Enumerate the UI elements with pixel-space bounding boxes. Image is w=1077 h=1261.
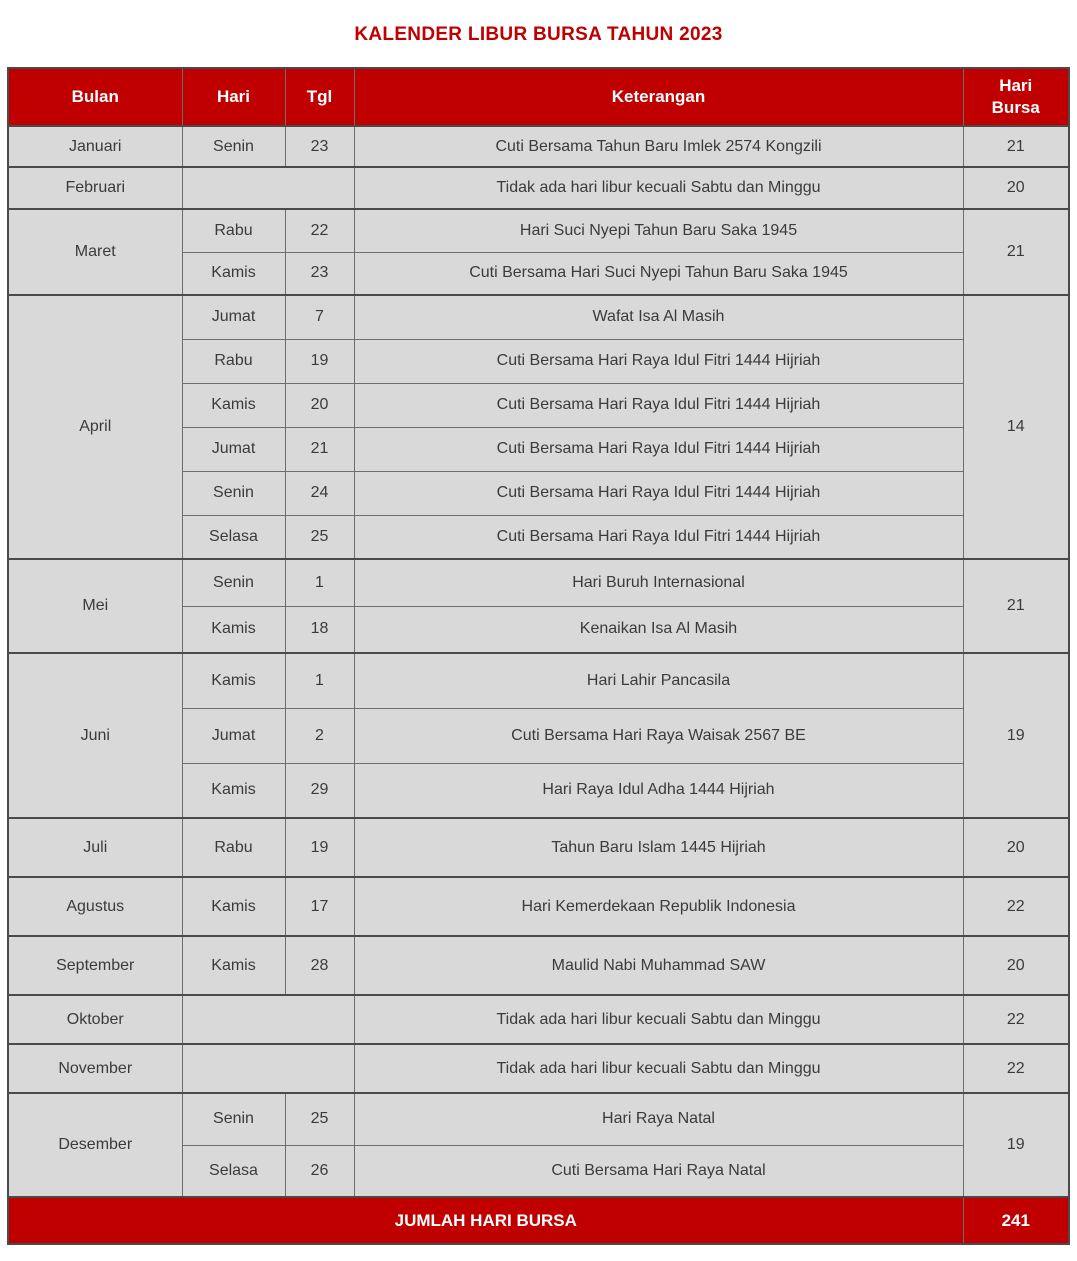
date-cell: 24: [285, 471, 354, 515]
day-cell: Senin: [182, 1093, 285, 1145]
day-cell: Jumat: [182, 295, 285, 339]
description-cell: Hari Raya Idul Adha 1444 Hijriah: [354, 763, 963, 818]
table-row: [8, 1093, 1069, 1145]
day-cell: Selasa: [182, 1145, 285, 1197]
day-cell: Selasa: [182, 515, 285, 559]
description-cell: Cuti Bersama Hari Raya Idul Fitri 1444 Hijriah: [354, 383, 963, 427]
day-cell: Kamis: [182, 763, 285, 818]
footer-label: JUMLAH HARI BURSA: [8, 1197, 963, 1244]
description-cell: Cuti Bersama Hari Raya Idul Fitri 1444 Hijriah: [354, 427, 963, 471]
trading-days-cell: 22: [963, 877, 1069, 936]
table-row: [8, 167, 1069, 209]
date-cell: 26: [285, 1145, 354, 1197]
day-cell: Senin: [182, 559, 285, 606]
table-row: [8, 209, 1069, 252]
date-cell: 23: [285, 126, 354, 167]
month-cell: Juni: [8, 653, 182, 818]
header-hari: Hari: [182, 68, 285, 126]
description-cell: Cuti Bersama Hari Raya Idul Fitri 1444 Hijriah: [354, 339, 963, 383]
trading-days-cell: 14: [963, 295, 1069, 559]
date-cell: 23: [285, 252, 354, 295]
day-cell: Rabu: [182, 818, 285, 877]
description-cell: Tidak ada hari libur kecuali Sabtu dan Minggu: [354, 1044, 963, 1093]
table-row: [8, 126, 1069, 167]
header-row: [8, 68, 1069, 126]
description-cell: Hari Lahir Pancasila: [354, 653, 963, 708]
table-row: [8, 877, 1069, 936]
header-tgl: Tgl: [285, 68, 354, 126]
date-cell: 2: [285, 708, 354, 763]
description-cell: Cuti Bersama Hari Raya Waisak 2567 BE: [354, 708, 963, 763]
date-cell: 25: [285, 515, 354, 559]
day-cell: Senin: [182, 471, 285, 515]
description-cell: Cuti Bersama Hari Raya Idul Fitri 1444 Hijriah: [354, 515, 963, 559]
description-cell: Cuti Bersama Hari Raya Idul Fitri 1444 Hijriah: [354, 471, 963, 515]
date-cell: 25: [285, 1093, 354, 1145]
day-cell: Jumat: [182, 427, 285, 471]
table-row: [8, 559, 1069, 606]
month-cell: Mei: [8, 559, 182, 653]
table-row: [8, 995, 1069, 1044]
description-cell: Maulid Nabi Muhammad SAW: [354, 936, 963, 995]
month-cell: September: [8, 936, 182, 995]
month-cell: Desember: [8, 1093, 182, 1197]
month-cell: Juli: [8, 818, 182, 877]
date-cell: 1: [285, 653, 354, 708]
empty-day-date-cell: [182, 167, 354, 209]
date-cell: 7: [285, 295, 354, 339]
trading-days-cell: 20: [963, 818, 1069, 877]
date-cell: 17: [285, 877, 354, 936]
description-cell: Tidak ada hari libur kecuali Sabtu dan Minggu: [354, 167, 963, 209]
table-row: [8, 295, 1069, 339]
day-cell: Senin: [182, 126, 285, 167]
page-title: KALENDER LIBUR BURSA TAHUN 2023: [354, 24, 723, 45]
description-cell: Cuti Bersama Tahun Baru Imlek 2574 Kongzili: [354, 126, 963, 167]
day-cell: Kamis: [182, 383, 285, 427]
trading-days-cell: 22: [963, 995, 1069, 1044]
month-cell: Agustus: [8, 877, 182, 936]
day-cell: Kamis: [182, 606, 285, 653]
table-row: [8, 936, 1069, 995]
month-cell: November: [8, 1044, 182, 1093]
empty-day-date-cell: [182, 995, 354, 1044]
month-cell: Februari: [8, 167, 182, 209]
table-row: [8, 653, 1069, 708]
description-cell: Hari Suci Nyepi Tahun Baru Saka 1945: [354, 209, 963, 252]
date-cell: 22: [285, 209, 354, 252]
description-cell: Hari Buruh Internasional: [354, 559, 963, 606]
trading-days-cell: 21: [963, 209, 1069, 295]
description-cell: Kenaikan Isa Al Masih: [354, 606, 963, 653]
description-cell: Hari Raya Natal: [354, 1093, 963, 1145]
table-row: [8, 1044, 1069, 1093]
day-cell: Rabu: [182, 339, 285, 383]
table-row: [8, 818, 1069, 877]
date-cell: 20: [285, 383, 354, 427]
date-cell: 28: [285, 936, 354, 995]
description-cell: Wafat Isa Al Masih: [354, 295, 963, 339]
trading-days-cell: 20: [963, 167, 1069, 209]
empty-day-date-cell: [182, 1044, 354, 1093]
footer-total: 241: [963, 1197, 1069, 1244]
trading-days-cell: 21: [963, 559, 1069, 653]
date-cell: 21: [285, 427, 354, 471]
trading-days-cell: 19: [963, 653, 1069, 818]
date-cell: 19: [285, 339, 354, 383]
day-cell: Jumat: [182, 708, 285, 763]
holiday-calendar-table: [7, 67, 1070, 1245]
description-cell: Cuti Bersama Hari Suci Nyepi Tahun Baru Saka 1945: [354, 252, 963, 295]
date-cell: 1: [285, 559, 354, 606]
date-cell: 19: [285, 818, 354, 877]
day-cell: Kamis: [182, 252, 285, 295]
trading-days-cell: 22: [963, 1044, 1069, 1093]
day-cell: Kamis: [182, 653, 285, 708]
description-cell: Tidak ada hari libur kecuali Sabtu dan Minggu: [354, 995, 963, 1044]
footer-row: [8, 1197, 1069, 1244]
day-cell: Kamis: [182, 877, 285, 936]
header-hari-bursa: Hari Bursa: [963, 68, 1069, 126]
day-cell: Rabu: [182, 209, 285, 252]
description-cell: Tahun Baru Islam 1445 Hijriah: [354, 818, 963, 877]
header-keterangan: Keterangan: [354, 68, 963, 126]
day-cell: Kamis: [182, 936, 285, 995]
date-cell: 18: [285, 606, 354, 653]
month-cell: Maret: [8, 209, 182, 295]
trading-days-cell: 20: [963, 936, 1069, 995]
month-cell: Oktober: [8, 995, 182, 1044]
header-bulan: Bulan: [8, 68, 182, 126]
trading-days-cell: 21: [963, 126, 1069, 167]
description-cell: Hari Kemerdekaan Republik Indonesia: [354, 877, 963, 936]
month-cell: Januari: [8, 126, 182, 167]
date-cell: 29: [285, 763, 354, 818]
description-cell: Cuti Bersama Hari Raya Natal: [354, 1145, 963, 1197]
month-cell: April: [8, 295, 182, 559]
trading-days-cell: 19: [963, 1093, 1069, 1197]
